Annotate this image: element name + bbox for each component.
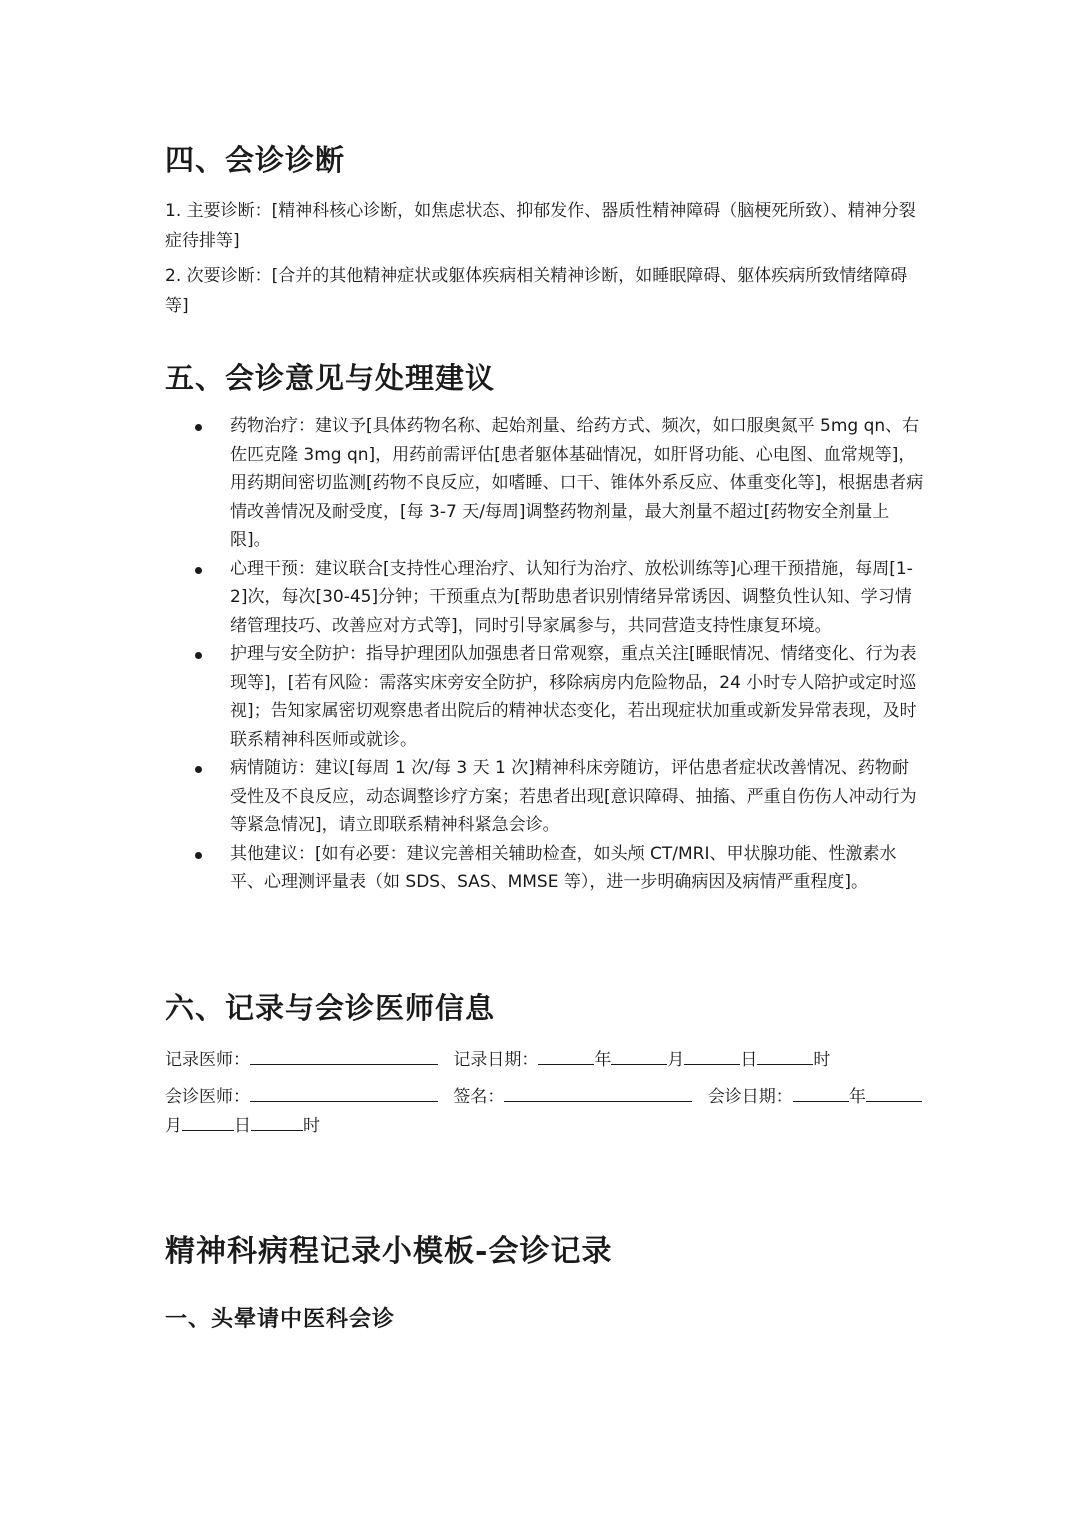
month-label: 月 [667,1050,685,1070]
template-subtitle: 一、头晕请中医科会诊 [165,1306,396,1332]
consult-doctor-label: 会诊医师： [165,1087,250,1107]
signature-field[interactable] [504,1083,692,1102]
consult-date-label: 会诊日期： [707,1087,793,1107]
bullet-icon [195,766,202,773]
record-doctor-field[interactable] [250,1046,438,1065]
template-title: 精神科病程记录小模板-会诊记录 [165,1234,613,1269]
record-year-field[interactable] [538,1046,594,1065]
record-hour-field[interactable] [757,1046,813,1065]
record-doctor-label: 记录医师： [165,1050,250,1070]
consult-line [165,1083,922,1111]
consult-doctor-field[interactable] [250,1083,438,1102]
consult-line-continued [165,1112,320,1140]
signature-label: 签名： [453,1087,505,1107]
consult-month-field[interactable] [866,1083,922,1102]
main-diagnosis: 1. 主要诊断：[精神科核心诊断，如焦虑状态、抑郁发作、器质性精神障碍（脑梗死所致）、精神分裂症待排等] [165,201,916,251]
list-item [165,840,925,897]
advice-list [165,412,925,897]
bullet-icon [195,567,202,574]
record-month-field[interactable] [611,1046,667,1065]
record-date-label: 记录日期： [453,1050,539,1070]
bullet-icon [195,652,202,659]
advice-other: 其他建议：[如有必要：建议完善相关辅助检查，如头颅 CT/MRI、甲状腺功能、性激素水平、心理测评量表（如 SDS、SAS、MMSE 等），进一步明确病因及病情严重程度]。 [230,843,897,892]
section4-heading: 四、会诊诊断 [165,143,346,177]
record-day-field[interactable] [684,1046,740,1065]
year-label: 年 [848,1087,866,1107]
consult-day-field[interactable] [182,1112,234,1131]
hour-label: 时 [303,1116,320,1136]
advice-nursing: 护理与安全防护：指导护理团队加强患者日常观察，重点关注[睡眠情况、情绪变化、行为表现等]，[若有风险：需落实床旁安全防护，移除病房内危险物品，24 小时专人陪护或定时巡视]；告知家属密切观察患者出院后的精神状态变化，若出现症状加重或新发异常表现，及时联系精神科医师或就诊。 [230,644,917,750]
bullet-icon [195,424,202,431]
section6-heading: 六、记录与会诊医师信息 [165,991,496,1025]
list-item [165,412,925,555]
list-item [165,754,925,840]
hour-label: 时 [813,1050,831,1070]
list-item [165,555,925,641]
section5-heading: 五、会诊意见与处理建议 [165,361,496,395]
consult-hour-field[interactable] [251,1112,303,1131]
list-item [165,640,925,754]
month-label: 月 [165,1116,182,1136]
year-label: 年 [594,1050,612,1070]
secondary-diagnosis: 2. 次要诊断：[合并的其他精神症状或躯体疾病相关精神诊断，如睡眠障碍、躯体疾病所致情绪障碍等] [165,266,908,316]
advice-psychological: 心理干预：建议联合[支持性心理治疗、认知行为治疗、放松训练等]心理干预措施，每周[1-2]次，每次[30-45]分钟；干预重点为[帮助患者识别情绪异常诱因、调整负性认知、学习情绪管理技巧、改善应对方式等]，同时引导家属参与，共同营造支持性康复环境。 [230,558,913,636]
day-label: 日 [234,1116,251,1136]
advice-followup: 病情随访：建议[每周 1 次/每 3 天 1 次]精神科床旁随访，评估患者症状改善情况、药物耐受性及不良反应，动态调整诊疗方案；若患者出现[意识障碍、抽搐、严重自伤伤人冲动行为等紧急情况]，请立即联系精神科紧急会诊。 [230,758,917,835]
consult-year-field[interactable] [793,1083,849,1102]
day-label: 日 [740,1050,758,1070]
record-line [165,1046,830,1074]
advice-medication: 药物治疗：建议予[具体药物名称、起始剂量、给药方式、频次，如口服奥氮平 5mg qn、右佐匹克隆 3mg qn]，用药前需评估[患者躯体基础情况，如肝肾功能、心电图、血常规等]，用药期间密切监测[药物不良反应，如嗜睡、口干、锥体外系反应、体重变化等]，根据患者病情改善情况及耐受度，[每 3-7 天/每周]调整药物剂量，最大剂量不超过[药物安全剂量上限]。 [230,416,924,550]
bullet-icon [195,852,202,859]
